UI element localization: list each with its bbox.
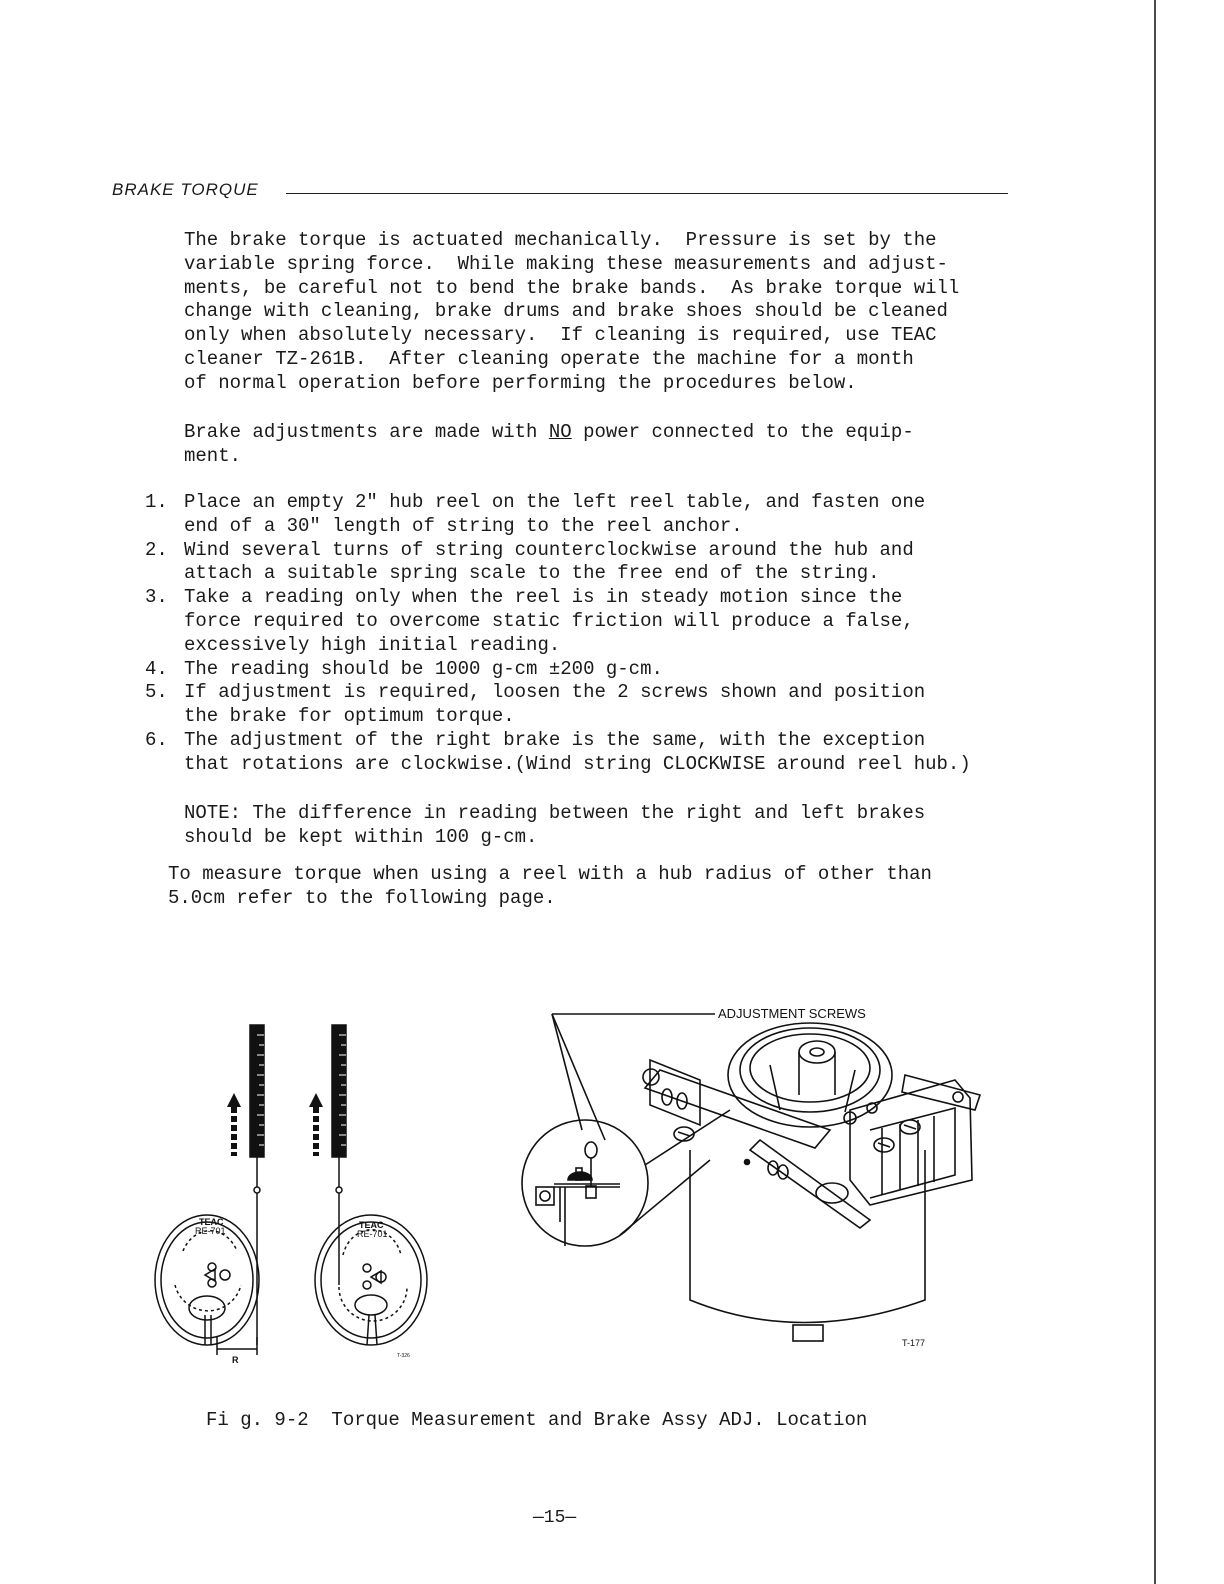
- step-line: Place an empty 2" hub reel on the left reel table, and fasten one: [184, 491, 926, 513]
- step-item: [145, 729, 1025, 777]
- power-note-line-2: ment.: [184, 444, 242, 467]
- step-number: 5.: [145, 681, 168, 704]
- step-line: that rotations are clockwise.(Wind string CLOCKWISE around reel hub.): [184, 752, 971, 775]
- page-number: —15—: [533, 1508, 577, 1528]
- step-number: 3.: [145, 586, 168, 609]
- note-line: should be kept within 100 g-cm.: [184, 825, 538, 848]
- page-right-border: [1154, 0, 1156, 1584]
- reel-model-right: RE-701: [357, 1229, 388, 1239]
- right-figure-code: T-177: [902, 1338, 926, 1348]
- reel-brand-right: TEAC: [359, 1220, 384, 1230]
- adjustment-screw: [874, 1138, 894, 1152]
- brake-arm: [645, 1070, 830, 1148]
- intro-paragraph: [184, 229, 1024, 396]
- power-note-before: Brake adjustments are made with: [184, 421, 549, 443]
- brake-assembly-illustration: [510, 1000, 985, 1360]
- pull-arrow-left: [227, 1093, 241, 1156]
- figure-caption: Fi g. 9-2 Torque Measurement and Brake Assy ADJ. Location: [206, 1409, 868, 1431]
- intro-line: change with cleaning, brake drums and brake shoes should be cleaned: [184, 300, 948, 323]
- step-number: 1.: [145, 491, 168, 513]
- measure-line: To measure torque when using a reel with a hub radius of other than: [168, 863, 932, 885]
- step-line: force required to overcome static friction will produce a false,: [184, 609, 914, 632]
- step-line: The reading should be 1000 g-cm ±200 g-cm.: [184, 657, 663, 680]
- section-title: BRAKE TORQUE: [112, 180, 259, 199]
- intro-line: ments, be careful not to bend the brake bands. As brake torque will: [184, 276, 960, 299]
- procedure-steps: [145, 491, 1025, 777]
- step-line: Wind several turns of string counterclockwise around the hub and: [184, 538, 914, 561]
- reel-brand-left: TEAC: [199, 1217, 224, 1227]
- note-paragraph: [184, 802, 1024, 850]
- adjustment-screws-label: ADJUSTMENT SCREWS: [718, 1006, 866, 1021]
- step-line: end of a 30" length of string to the reel anchor.: [184, 514, 743, 537]
- intro-line: only when absolutely necessary. If cleaning is required, use TEAC: [184, 324, 937, 347]
- step-line: the brake for optimum torque.: [184, 705, 515, 728]
- power-note-paragraph: [184, 421, 1024, 469]
- step-line: excessively high initial reading.: [184, 633, 561, 656]
- step-line: Take a reading only when the reel is in steady motion since the: [184, 586, 903, 609]
- step-number: 2.: [145, 538, 168, 561]
- intro-line: variable spring force. While making these measurements and adjust-: [184, 252, 948, 275]
- step-line: attach a suitable spring scale to the free end of the string.: [184, 562, 880, 585]
- torque-measurement-illustration: [145, 1015, 455, 1370]
- measure-paragraph: [168, 863, 1008, 911]
- step-number: 4.: [145, 657, 168, 680]
- step-item: [145, 491, 1025, 539]
- pull-arrow-right: [309, 1093, 323, 1156]
- adjustment-screw: [900, 1120, 920, 1134]
- left-figure-code: T-326: [397, 1353, 410, 1359]
- step-line: If adjustment is required, loosen the 2 screws shown and position: [184, 681, 926, 704]
- measure-line: 5.0cm refer to the following page.: [168, 886, 556, 909]
- intro-line: cleaner TZ-261B. After cleaning operate the machine for a month: [184, 347, 914, 370]
- step-item: [145, 586, 1025, 657]
- step-item: [145, 539, 1025, 587]
- step-number: 6.: [145, 728, 168, 751]
- power-note-after: power connected to the equip-: [571, 421, 914, 443]
- step-line: The adjustment of the right brake is the same, with the exception: [184, 728, 926, 751]
- reel-model-left: RE-701: [195, 1226, 226, 1236]
- power-note-emphasis: NO: [548, 421, 572, 443]
- step-item: [145, 681, 1025, 729]
- note-line: NOTE: The difference in reading between the right and left brakes: [184, 802, 926, 824]
- power-note-line: [184, 421, 1024, 445]
- motor-body: [690, 1150, 925, 1323]
- radius-label: R: [232, 1355, 239, 1365]
- title-rule: [286, 193, 1008, 194]
- intro-line: The brake torque is actuated mechanically. Pressure is set by the: [184, 229, 937, 251]
- intro-line: of normal operation before performing the procedures below.: [184, 371, 857, 394]
- step-item: [145, 658, 1025, 682]
